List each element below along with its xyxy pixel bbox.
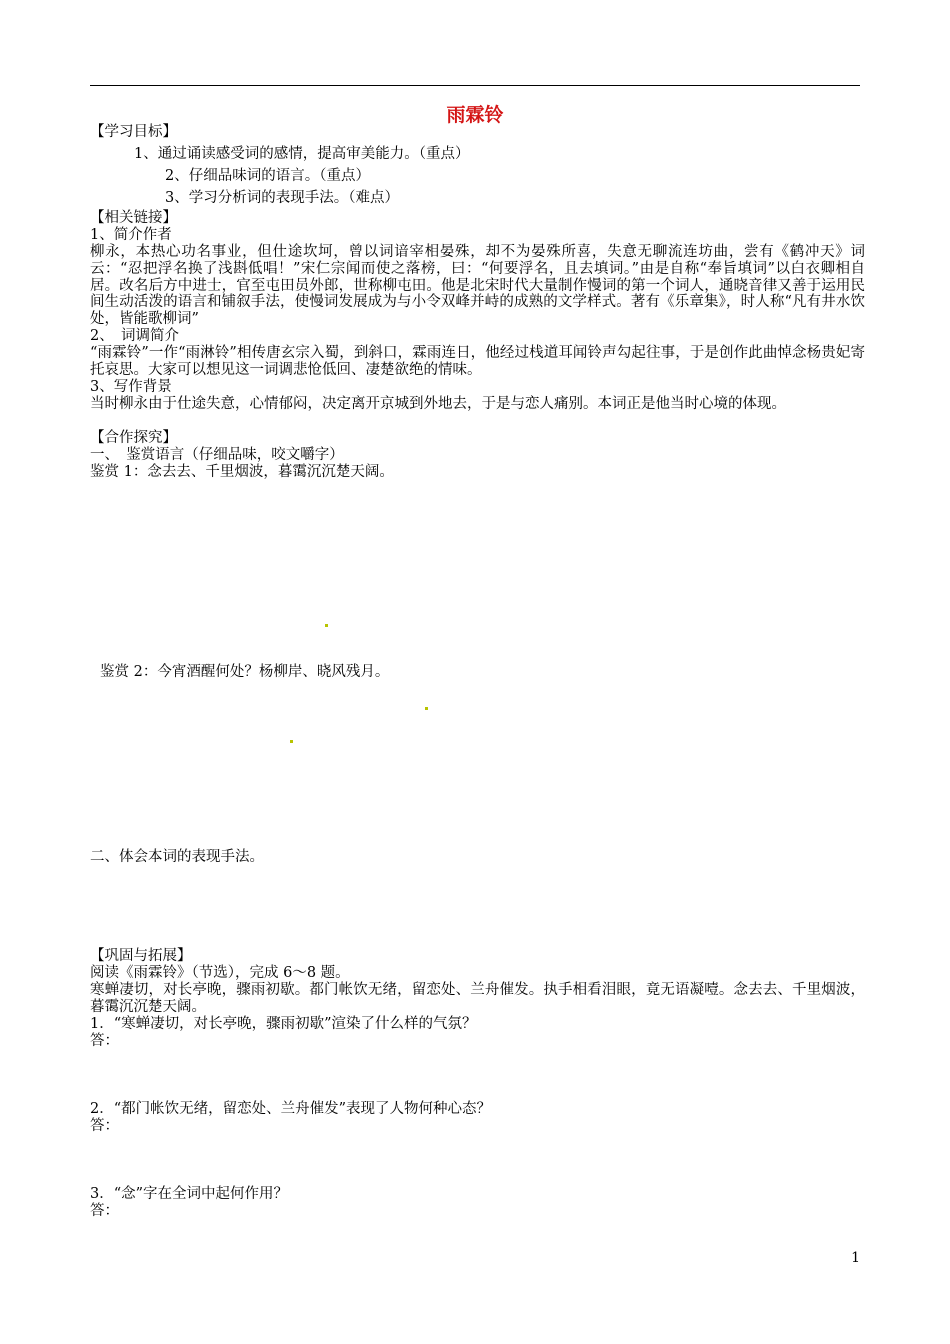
author-heading: 1、简介作者 (90, 227, 172, 243)
appreciation-2: 鉴赏 2：今宵酒醒何处？杨柳岸、晓风残月。 (100, 664, 390, 680)
background-heading: 3、写作背景 (90, 379, 172, 395)
appreciation-1: 鉴赏 1：念去去、千里烟波，暮霭沉沉楚天阔。 (90, 464, 394, 480)
goals-heading: 【学习目标】 (90, 124, 177, 140)
answer-label-3: 答： (90, 1203, 119, 1219)
explore-part-1: 一、 鉴赏语言（仔细品味，咬文嚼字） (90, 447, 344, 463)
answer-label-1: 答： (90, 1033, 119, 1049)
links-heading: 【相关链接】 (90, 210, 177, 226)
page-number: 1 (851, 1250, 860, 1266)
consolidate-heading: 【巩固与拓展】 (90, 948, 192, 964)
explore-heading: 【合作探究】 (90, 430, 177, 446)
page-title: 雨霖铃 (446, 104, 504, 126)
goal-item-1: 1、通过诵读感受词的感情，提高审美能力。（重点） (134, 146, 470, 162)
tune-heading: 2、 词调简介 (90, 328, 179, 344)
goal-item-3: 3、学习分析词的表现手法。（难点） (165, 190, 399, 206)
author-text: 柳永，本热心功名事业，但仕途坎坷，曾以词谙宰相晏殊，却不为晏殊所喜，失意无聊流连坊曲，尝有《鹤冲天》词云：“忍把浮名换了浅斟低唱！”宋仁宗闻而使之落榜，曰：“何要浮名，且去填词。”由是自称“奉旨填词”以白衣卿相自居。改名后方中进士，官至屯田员外郎，世称柳屯田。他是北宋时代大量制作慢词的第一个词人，通晓音律又善于运用民间生动活泼的语言和铺叙手法，使慢词发展成为与小令双峰并峙的成熟的文学样式。著有《乐章集》，时人称“凡有井水饮处，皆能歌柳词” (90, 244, 865, 328)
scan-speck (325, 624, 328, 627)
question-1: 1．“寒蝉凄切，对长亭晚，骤雨初歇”渲染了什么样的气氛？ (90, 1016, 477, 1032)
scan-speck (290, 740, 293, 743)
header-rule (90, 85, 860, 86)
explore-part-2: 二、体会本词的表现手法。 (90, 849, 264, 865)
goal-item-2: 2、仔细品味词的语言。（重点） (165, 168, 370, 184)
question-3: 3．“念”字在全词中起何作用？ (90, 1186, 289, 1202)
background-text: 当时柳永由于仕途失意，心情郁闷，决定离开京城到外地去，于是与恋人痛别。本词正是他当时心境的体现。 (90, 396, 786, 412)
scan-speck (425, 707, 428, 710)
tune-text: “雨霖铃”一作“雨淋铃”相传唐玄宗入蜀，到斜口，霖雨连日，他经过栈道耳闻铃声勾起往事，于是创作此曲悼念杨贵妃寄托哀思。大家可以想见这一词调悲怆低回、凄楚欲绝的情味。 (90, 345, 865, 378)
answer-label-2: 答： (90, 1118, 119, 1134)
consolidate-intro: 阅读《雨霖铃》（节选），完成 6～8 题。 (90, 965, 350, 981)
consolidate-excerpt: 寒蝉凄切，对长亭晚，骤雨初歇。都门帐饮无绪，留恋处、兰舟催发。执手相看泪眼，竟无语凝噎。念去去、千里烟波，暮霭沉沉楚天阔。 (90, 982, 865, 1015)
question-2: 2．“都门帐饮无绪，留恋处、兰舟催发”表现了人物何种心态？ (90, 1101, 492, 1117)
